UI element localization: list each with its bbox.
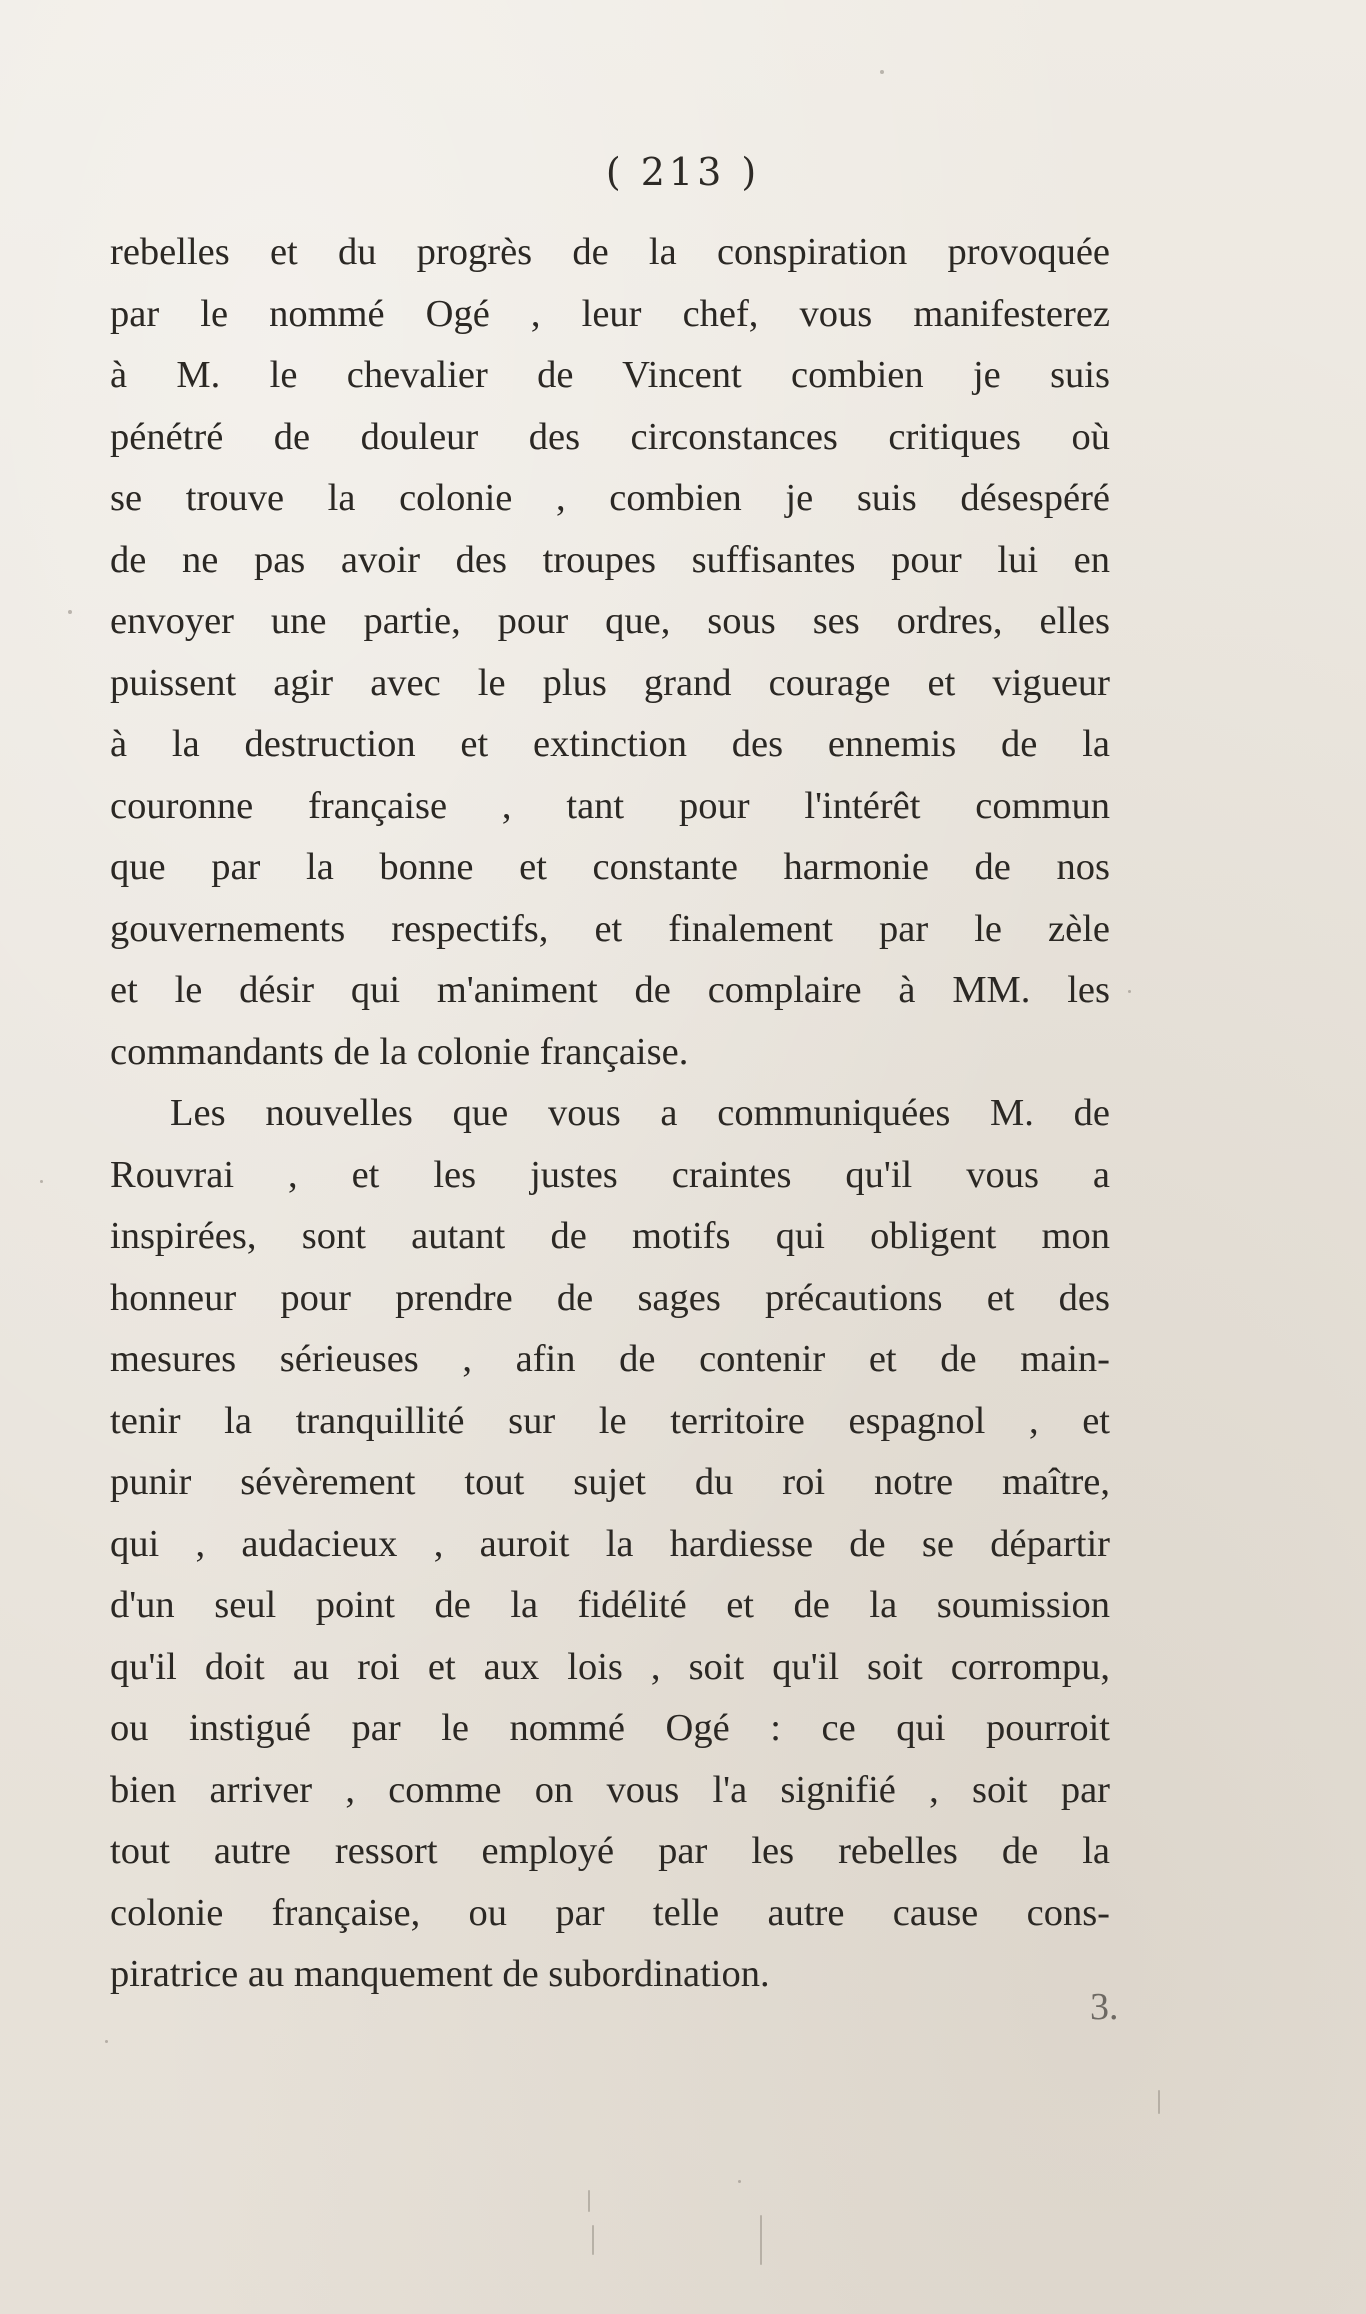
body-text [110, 222, 1110, 2006]
text-line: tenir la tranquillité sur le territoire espagnol , et [110, 1399, 1110, 1442]
text-line: par le nommé Ogé , leur chef, vous manifesterez [110, 292, 1110, 335]
paper-scratch [588, 2190, 590, 2212]
text-line: inspirées, sont autant de motifs qui obligent mon [110, 1215, 1110, 1257]
paper-speck [1128, 990, 1131, 993]
text-line: Rouvrai , et les justes craintes qu'il vous a [110, 1153, 1110, 1196]
text-line: à M. le chevalier de Vincent combien je suis [110, 354, 1110, 396]
text-line: que par la bonne et constante harmonie de nos [110, 846, 1110, 888]
text-line: rebelles et du progrès de la conspiration provoquée [110, 231, 1110, 273]
text-line: tout autre ressort employé par les rebelles de la [110, 1830, 1110, 1872]
text-line: qui , audacieux , auroit la hardiesse de se départir [110, 1522, 1110, 1565]
paper-speck [738, 2180, 741, 2183]
paper-scratch [760, 2215, 762, 2265]
text-line: piratrice au manquement de subordination. [110, 1953, 770, 1995]
text-line: ou instigué par le nommé Ogé : ce qui pourroit [110, 1707, 1110, 1749]
signature-mark: 3. [1090, 1986, 1119, 2028]
paper-speck [105, 2040, 108, 2043]
text-line: qu'il doit au roi et aux lois , soit qu'il soit corrompu, [110, 1645, 1110, 1688]
paper-scratch [592, 2225, 594, 2255]
text-line: colonie française, ou par telle autre cause cons- [110, 1891, 1110, 1934]
text-line: bien arriver , comme on vous l'a signifié , soit par [110, 1768, 1110, 1811]
text-line: à la destruction et extinction des ennemis de la [110, 723, 1110, 765]
text-line: punir sévèrement tout sujet du roi notre maître, [110, 1461, 1110, 1503]
text-line: se trouve la colonie , combien je suis désespéré [110, 477, 1110, 519]
text-line: Les nouvelles que vous a communiquées M. de [170, 1092, 1110, 1134]
text-line: mesures sérieuses , afin de contenir et de main- [110, 1338, 1110, 1380]
text-line: de ne pas avoir des troupes suffisantes pour lui en [110, 538, 1110, 581]
text-line: pénétré de douleur des circonstances critiques où [110, 415, 1110, 458]
paper-speck [68, 610, 72, 614]
paper-speck [40, 1180, 43, 1183]
text-line: et le désir qui m'animent de complaire à MM. les [110, 969, 1110, 1011]
text-line: d'un seul point de la fidélité et de la soumission [110, 1584, 1110, 1626]
paper-speck [880, 70, 884, 74]
text-line: envoyer une partie, pour que, sous ses ordres, elles [110, 600, 1110, 642]
paper-scratch [1158, 2090, 1160, 2114]
text-line: couronne française , tant pour l'intérêt commun [110, 784, 1110, 827]
text-line: puissent agir avec le plus grand courage et vigueur [110, 661, 1110, 704]
text-line: gouvernements respectifs, et finalement par le zèle [110, 907, 1110, 950]
text-line: honneur pour prendre de sages précautions et des [110, 1276, 1110, 1319]
page-number: ( 213 ) [605, 150, 761, 194]
text-line: commandants de la colonie française. [110, 1030, 689, 1073]
